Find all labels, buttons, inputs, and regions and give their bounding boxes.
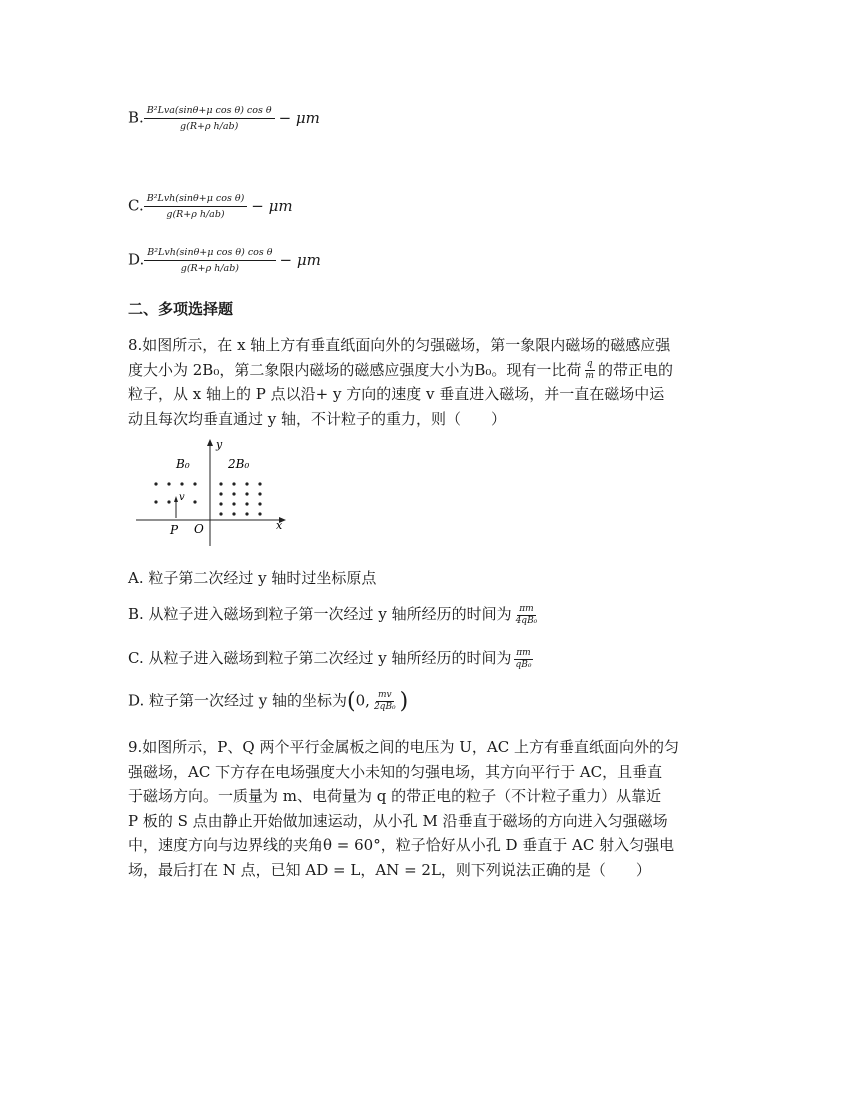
- option-text: C. 从粒子进入磁场到粒子第二次经过 y 轴所经历的时间为: [128, 649, 512, 667]
- q8-line-1: 8.如图所示，在 x 轴上方有垂直纸面向外的匀强磁场，第一象限内磁场的磁感应强: [128, 336, 671, 354]
- fraction-numerator: B²Lva(sinθ+μ cos θ) cos θ: [144, 104, 275, 119]
- fraction-numerator: B²Lvh(sinθ+μ cos θ) cos θ: [144, 246, 275, 261]
- field-dot: [219, 482, 222, 485]
- close-paren: ): [399, 689, 409, 714]
- field-dot: [219, 502, 222, 505]
- field-dot: [219, 492, 222, 495]
- option-text: D. 粒子第一次经过 y 轴的坐标为: [128, 691, 348, 710]
- option-label: B.: [128, 108, 144, 127]
- velocity-label: v: [179, 492, 185, 503]
- fraction-numerator: πm: [516, 647, 531, 658]
- field-dot: [219, 512, 222, 515]
- fraction: [144, 104, 275, 133]
- question-8: [128, 333, 738, 431]
- field-dot: [245, 502, 248, 505]
- field-2b0-label: 2B₀: [228, 457, 250, 471]
- q8-line-3: 粒子，从 x 轴上的 P 点以沿+ y 方向的速度 v 垂直进入磁场，并一直在磁场中运: [128, 385, 665, 403]
- field-dot: [232, 482, 235, 485]
- option-c-prev: [128, 192, 293, 221]
- q8-option-d: [128, 689, 408, 714]
- field-dot: [154, 500, 157, 503]
- coord-prefix: 0,: [355, 691, 370, 710]
- fraction-denominator: g(R+ρ h/ab): [180, 121, 239, 132]
- fraction-numerator: q: [586, 359, 593, 369]
- open-paren: (: [347, 689, 356, 714]
- fraction: [144, 192, 248, 221]
- field-dot: [193, 482, 196, 485]
- velocity-arrowhead-icon: [174, 496, 178, 502]
- q9-line-1: 9.如图所示，P、Q 两个平行金属板之间的电压为 U，AC 上方有垂直纸面向外的匀: [128, 738, 679, 756]
- field-dots-first-quadrant: [219, 482, 261, 515]
- fraction-denominator: 2qB₀: [373, 702, 396, 712]
- charge-mass-ratio: [583, 359, 596, 382]
- fraction-denominator: g(R+ρ h/ab): [166, 209, 225, 220]
- x-axis-label: x: [276, 519, 283, 532]
- option-tail: − μm: [278, 108, 320, 127]
- field-dot: [258, 502, 261, 505]
- q9-line-4: P 板的 S 点由静止开始做加速运动，从小孔 M 沿垂直于磁场的方向进入匀强磁场: [128, 811, 668, 830]
- option-label: C.: [128, 196, 144, 215]
- q9-line-2: 强磁场，AC 下方存在电场强度大小未知的匀强电场，其方向平行于 AC，且垂直: [128, 762, 663, 781]
- fraction-denominator: qB₀: [515, 659, 532, 670]
- fraction-numerator: πm: [519, 603, 534, 614]
- field-dot: [154, 482, 157, 485]
- fraction: [144, 246, 275, 275]
- field-dot: [232, 492, 235, 495]
- option-tail: − μm: [251, 196, 293, 215]
- option-text: B. 从粒子进入磁场到粒子第一次经过 y 轴所经历的时间为: [128, 605, 512, 623]
- option-tail: − μm: [279, 250, 321, 269]
- fraction: [372, 690, 398, 713]
- field-dot: [258, 492, 261, 495]
- fraction-numerator: B²Lvh(sinθ+μ cos θ): [144, 192, 248, 207]
- q8-option-b: [128, 603, 541, 627]
- q8-line-4: 动且每次均垂直通过 y 轴，不计粒子的重力，则（ ）: [128, 409, 507, 428]
- y-axis-arrow-icon: [207, 439, 213, 446]
- q8-line-2b: 的带正电的: [597, 360, 673, 379]
- option-d-prev: [128, 246, 321, 275]
- field-dot: [180, 482, 183, 485]
- field-dot: [258, 512, 261, 515]
- fraction-numerator: mv: [378, 690, 392, 700]
- field-dot: [232, 502, 235, 505]
- origin-label: O: [194, 522, 204, 536]
- q8-line-2a: 度大小为 2B₀，第二象限内磁场的磁感应强度大小为B₀。现有一比荷: [128, 360, 582, 379]
- magnetic-field-figure: [136, 436, 296, 548]
- option-b-prev: [128, 104, 320, 133]
- q8-option-c: [128, 647, 535, 671]
- q9-line-5: 中，速度方向与边界线的夹角θ = 60°，粒子恰好从小孔 D 垂直于 AC 射入匀强电: [128, 836, 675, 854]
- q8-line-2: [128, 358, 738, 383]
- q9-line-6: 场，最后打在 N 点，已知 AD = L，AN = 2L，则下列说法正确的是（ ）: [128, 860, 651, 879]
- field-b0-label: B₀: [176, 457, 190, 471]
- fraction-denominator: 4qB₀: [515, 615, 538, 626]
- option-label: D.: [128, 250, 145, 269]
- fraction-denominator: m: [585, 371, 594, 381]
- section-title: 二、多项选择题: [128, 300, 234, 318]
- fraction-denominator: g(R+ρ h/ab): [180, 263, 240, 274]
- point-p-label: P: [170, 523, 179, 537]
- q9-line-3: 于磁场方向。一质量为 m、电荷量为 q 的带正电的粒子（不计粒子重力）从靠近: [128, 787, 662, 805]
- fraction: [514, 648, 534, 671]
- q8-option-a: A. 粒子第二次经过 y 轴时过坐标原点: [128, 569, 377, 587]
- field-dot: [245, 512, 248, 515]
- field-dot: [258, 482, 261, 485]
- fraction: [514, 604, 540, 627]
- field-dot: [245, 482, 248, 485]
- field-dot: [245, 492, 248, 495]
- field-dot: [193, 500, 196, 503]
- field-dot: [167, 500, 170, 503]
- field-dot: [232, 512, 235, 515]
- field-dot: [167, 482, 170, 485]
- question-9: [128, 735, 738, 882]
- y-axis-label: y: [216, 438, 223, 451]
